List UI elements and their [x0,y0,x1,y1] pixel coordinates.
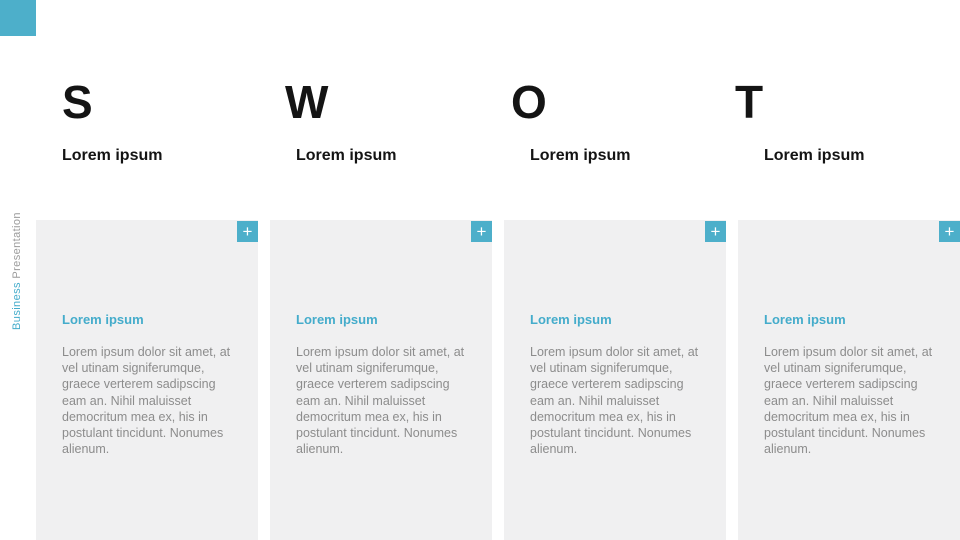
add-item-button[interactable]: + [237,221,258,242]
column-card [36,220,258,540]
swot-column-weaknesses [270,0,492,540]
body-line: graece verterem sadipscing [296,377,450,392]
swot-column-strengths [36,0,258,540]
body-line: Lorem ipsum dolor sit amet, at [530,345,699,359]
body-line: postulant tincidunt. Nonumes [296,426,458,441]
column-letter: W [285,76,328,128]
column-heading: Lorem ipsum [296,147,397,164]
column-letter: S [62,76,92,128]
column-heading: Lorem ipsum [530,147,631,164]
body-line: alienum. [62,442,110,457]
sidebar-vertical-label [10,210,24,332]
card-body-text [62,344,244,457]
body-line: eam an. Nihil maluisset [764,393,894,408]
body-line: democritum mea ex, his in [530,409,676,424]
body-line: Lorem ipsum dolor sit amet, at [296,345,465,359]
column-letter: T [735,76,763,128]
column-letter: O [511,76,546,128]
body-line: eam an. Nihil maluisset [62,393,192,408]
card-body-text [296,344,478,457]
body-line: postulant tincidunt. Nonumes [764,426,926,441]
body-line: graece verterem sadipscing [764,377,918,392]
card-subheading: Lorem ipsum [530,312,612,327]
body-line: eam an. Nihil maluisset [530,393,660,408]
body-line: alienum. [296,442,344,457]
add-item-button[interactable]: + [471,221,492,242]
body-line: democritum mea ex, his in [764,409,910,424]
body-line: democritum mea ex, his in [296,409,442,424]
body-line: alienum. [530,442,578,457]
swot-column-opportunities [504,0,726,540]
column-heading: Lorem ipsum [62,147,163,164]
body-line: vel utinam signiferumque, [530,361,673,376]
card-subheading: Lorem ipsum [764,312,846,327]
column-card [270,220,492,540]
body-line: Lorem ipsum dolor sit amet, at [764,345,933,359]
body-line: democritum mea ex, his in [62,409,208,424]
body-line: vel utinam signiferumque, [296,361,439,376]
body-line: postulant tincidunt. Nonumes [530,426,692,441]
sidebar-label-secondary: Presentation [11,212,23,279]
sidebar-label-primary: Business [11,282,23,330]
column-heading: Lorem ipsum [764,147,865,164]
body-line: alienum. [764,442,812,457]
body-line: graece verterem sadipscing [530,377,684,392]
body-line: vel utinam signiferumque, [62,361,205,376]
card-body-text [530,344,712,457]
column-card [738,220,960,540]
column-card [504,220,726,540]
card-body-text [764,344,946,457]
body-line: graece verterem sadipscing [62,377,216,392]
body-line: eam an. Nihil maluisset [296,393,426,408]
add-item-button[interactable]: + [939,221,960,242]
add-item-button[interactable]: + [705,221,726,242]
body-line: Lorem ipsum dolor sit amet, at [62,345,231,359]
card-subheading: Lorem ipsum [62,312,144,327]
body-line: vel utinam signiferumque, [764,361,907,376]
swot-column-threats [735,0,960,540]
corner-accent-square [0,0,36,36]
body-line: postulant tincidunt. Nonumes [62,426,224,441]
card-subheading: Lorem ipsum [296,312,378,327]
